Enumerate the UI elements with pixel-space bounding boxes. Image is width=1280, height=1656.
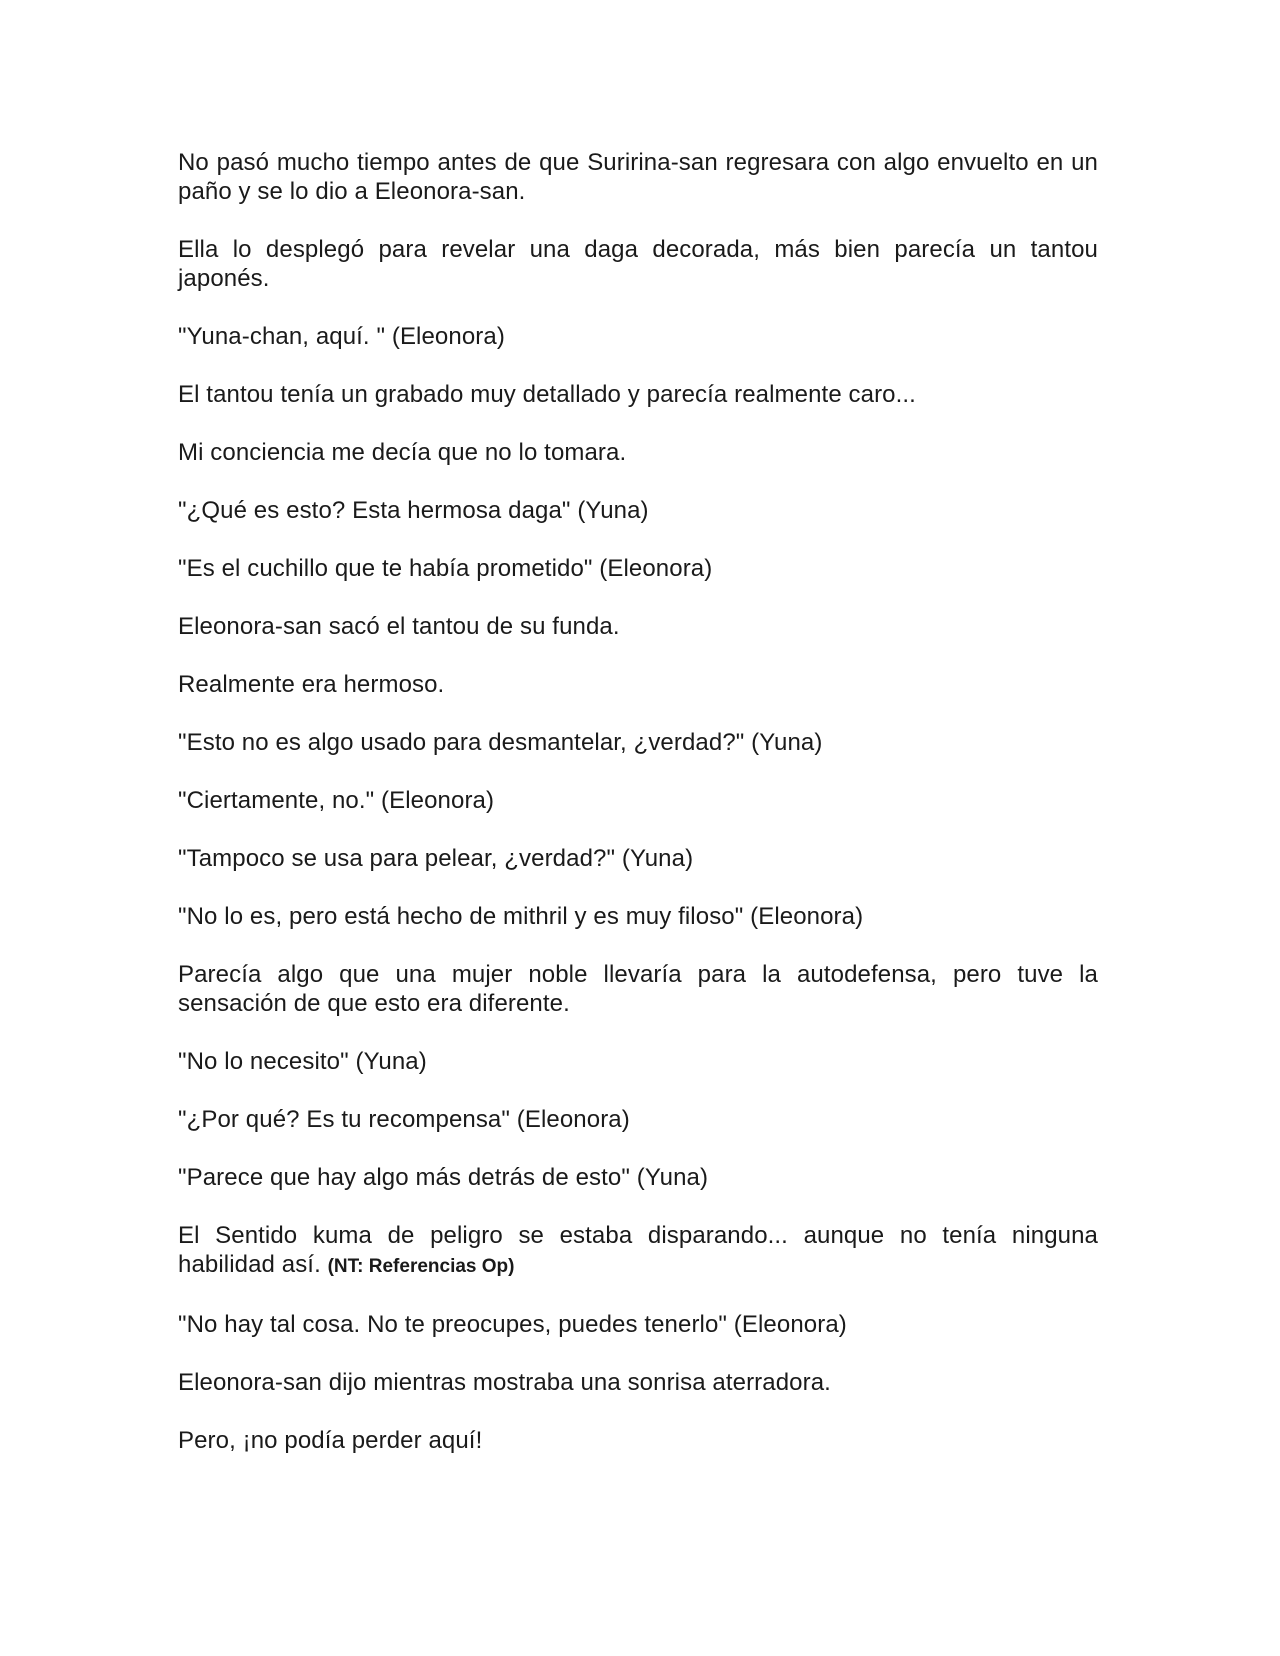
paragraph-text: Eleonora-san sacó el tantou de su funda. [178, 613, 620, 640]
paragraph [178, 235, 1098, 293]
paragraph [178, 438, 1098, 467]
paragraph-text: "Yuna-chan, aquí. " (Eleonora) [178, 323, 505, 350]
paragraph [178, 1163, 1098, 1192]
paragraph-text: "Es el cuchillo que te había prometido" (Eleonora) [178, 555, 713, 582]
paragraph [178, 670, 1098, 699]
paragraph [178, 902, 1098, 931]
paragraph-text: Ella lo desplegó para revelar una daga decorada, más bien parecía un tantou japonés. [178, 236, 1098, 292]
paragraph [178, 148, 1098, 206]
paragraph-text: "Parece que hay algo más detrás de esto" (Yuna) [178, 1164, 709, 1191]
paragraph [178, 844, 1098, 873]
paragraph [178, 612, 1098, 641]
paragraph [178, 1310, 1098, 1339]
paragraph [178, 786, 1098, 815]
paragraph-text: "Esto no es algo usado para desmantelar, ¿verdad?" (Yuna) [178, 729, 823, 756]
paragraph [178, 322, 1098, 351]
paragraph-text: Mi conciencia me decía que no lo tomara. [178, 439, 627, 466]
paragraph [178, 1105, 1098, 1134]
paragraph-text: "Ciertamente, no." (Eleonora) [178, 787, 495, 814]
paragraph [178, 960, 1098, 1018]
paragraph-text: Parecía algo que una mujer noble llevaría para la autodefensa, pero tuve la sensación de que esto era diferente. [178, 961, 1098, 1017]
paragraph-text: "¿Por qué? Es tu recompensa" (Eleonora) [178, 1106, 630, 1133]
paragraph [178, 728, 1098, 757]
paragraph [178, 496, 1098, 525]
paragraph-text: "¿Qué es esto? Esta hermosa daga" (Yuna) [178, 497, 649, 524]
paragraph-text: El Sentido kuma de peligro se estaba disparando... aunque no tenía ninguna habilidad así. [178, 1222, 1098, 1278]
paragraph-text: "No lo es, pero está hecho de mithril y es muy filoso" (Eleonora) [178, 903, 864, 930]
paragraph-text: Eleonora-san dijo mientras mostraba una sonrisa aterradora. [178, 1369, 831, 1396]
paragraph [178, 554, 1098, 583]
paragraph-text: "No lo necesito" (Yuna) [178, 1048, 427, 1075]
paragraph [178, 380, 1098, 409]
paragraph-text: Realmente era hermoso. [178, 671, 445, 698]
paragraph-text: El tantou tenía un grabado muy detallado y parecía realmente caro... [178, 381, 916, 408]
paragraph-text: "Tampoco se usa para pelear, ¿verdad?" (Yuna) [178, 845, 694, 872]
paragraph [178, 1368, 1098, 1397]
paragraph-text: "No hay tal cosa. No te preocupes, puedes tenerlo" (Eleonora) [178, 1311, 847, 1338]
paragraph [178, 1047, 1098, 1076]
translator-note: (NT: Referencias Op) [327, 1256, 515, 1277]
paragraph-text: Pero, ¡no podía perder aquí! [178, 1427, 483, 1454]
paragraph [178, 1426, 1098, 1455]
document-body [178, 148, 1098, 1484]
paragraph [178, 1221, 1098, 1281]
paragraph-text: No pasó mucho tiempo antes de que Suririna-san regresara con algo envuelto en un paño y se lo dio a Eleonora-san. [178, 149, 1098, 205]
